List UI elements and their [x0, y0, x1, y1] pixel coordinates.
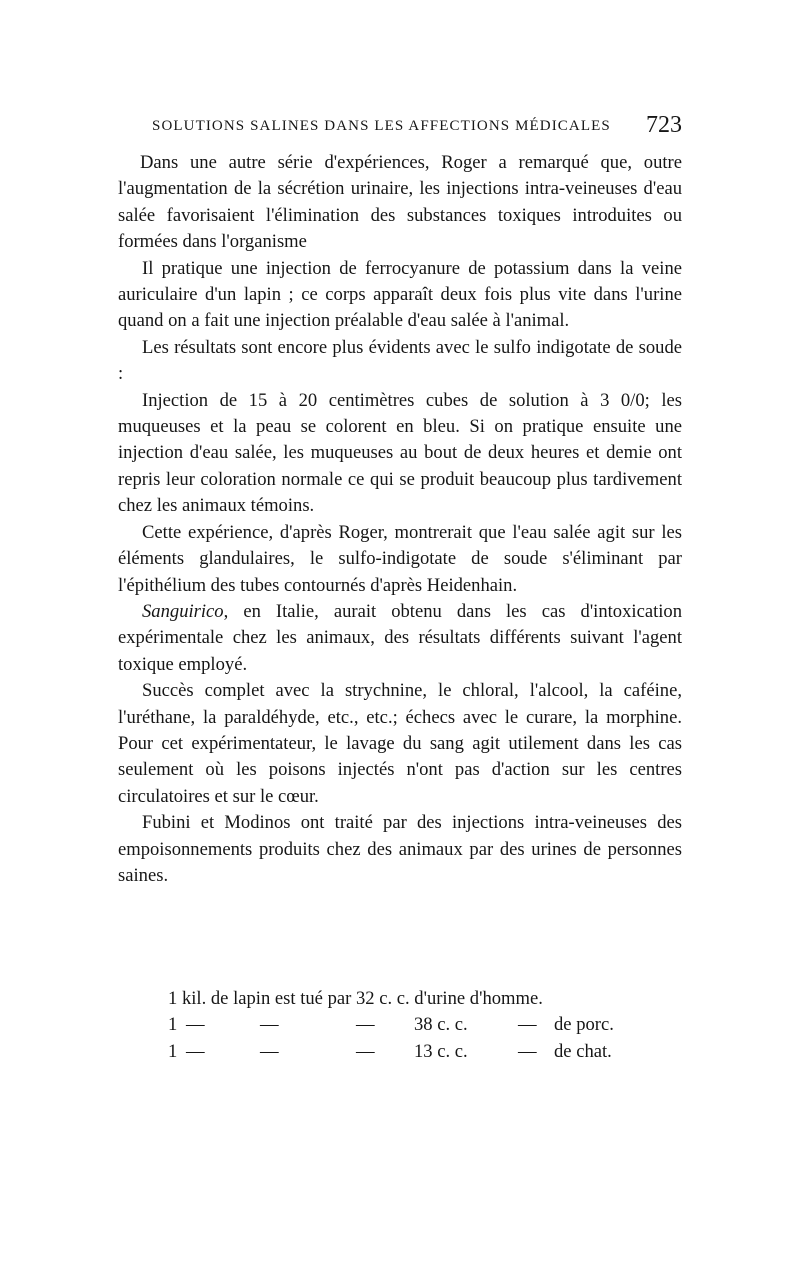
paragraph: Il pratique une injection de ferrocyanure de potassium dans la veine auriculaire d'un lapin ; ce corps apparaît deux fois plus vite dans l'urine quand on a fait une injection préalable d'eau salée à l'animal. — [118, 257, 682, 332]
table-cell-source: de porc. — [554, 1014, 614, 1036]
running-title: SOLUTIONS SALINES DANS LES AFFECTIONS MÉDICALES — [152, 118, 611, 134]
table-cell-ditto: — — [356, 1014, 375, 1036]
table-cell-quantity: 13 c. c. — [414, 1040, 468, 1062]
author-name-italic: Sanguirico — [142, 600, 224, 622]
paragraph: Cette expérience, d'après Roger, montrerait que l'eau salée agit sur les éléments glandulaires, le sulfo-indigotate de soude s'éliminant par l'épithélium des tubes contournés d'après Heidenhain. — [118, 521, 682, 596]
paragraph: Dans une autre série d'expériences, Roger a remarqué que, outre l'augmentation de la sécrétion urinaire, les injections intra-veineuses d'eau salée favorisaient l'élimination des substances toxiques introduites ou formées dans l'organisme — [118, 152, 682, 253]
table-cell-count: 1 — [168, 1014, 178, 1036]
paragraph: Les résultats sont encore plus évidents avec le sulfo indigotate de soude : — [118, 336, 682, 385]
table-cell-source: de chat. — [554, 1040, 612, 1062]
table-cell-ditto: — — [356, 1040, 375, 1062]
table-cell-quantity: 38 c. c. — [414, 1014, 468, 1036]
paragraph: Injection de 15 à 20 centimètres cubes de solution à 3 0/0; les muqueuses et la peau se colorent en bleu. Si on pratique ensuite une injection d'eau salée, les muqueuses au bout de deux heures et demie ont repris leur coloration normale ce qui se produit beaucoup plus tardivement chez les animaux témoins. — [118, 389, 682, 517]
page-number: 723 — [646, 112, 682, 138]
table-cell-ditto: — — [518, 1040, 537, 1062]
table-cell-ditto: — — [260, 1014, 279, 1036]
paragraph — [118, 599, 682, 678]
table-cell-ditto: — — [518, 1014, 537, 1036]
table-cell-count: 1 — [168, 1040, 178, 1062]
table-cell-ditto: — — [186, 1040, 205, 1062]
paragraph: Fubini et Modinos ont traité par des injections intra-veineuses des empoisonnements produits chez des animaux par des urines de personnes saines. — [118, 812, 682, 886]
paragraph: Succès complet avec la strychnine, le chloral, l'alcool, la caféine, l'uréthane, la paraldéhyde, etc., etc.; échecs avec le curare, la morphine. Pour cet expérimentateur, le lavage du sang agit utilement dans les cas seulement où les poisons injectés n'ont pas d'action sur les centres circulatoires et sur le cœur. — [118, 680, 682, 807]
table-row-text: 1 kil. de lapin est tué par 32 c. c. d'urine d'homme. — [168, 988, 543, 1009]
page-header — [152, 112, 682, 142]
table-cell-ditto: — — [260, 1040, 279, 1062]
body-text — [118, 150, 682, 889]
table-cell-ditto: — — [186, 1014, 205, 1036]
paragraph-text: , en Italie, aurait obtenu dans les cas d'intoxication expérimentale chez les animaux, des résultats différents suivant l'agent toxique employé. — [118, 600, 682, 675]
